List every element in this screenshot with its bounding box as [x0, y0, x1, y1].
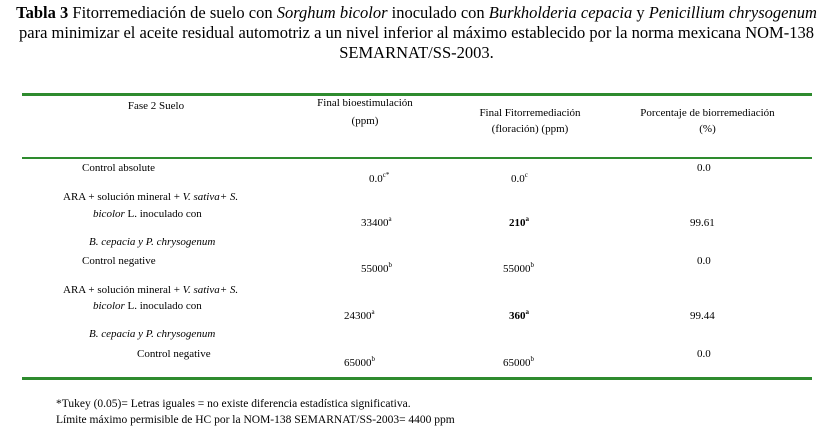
label-text: ARA + solución mineral + [63, 284, 183, 296]
significance-letter: c* [382, 171, 390, 179]
row-3-label: Control negative [82, 255, 156, 267]
footnote-limit: Límite máximo permisible de HC por la NOM-138 SEMARNAT/SS-2003= 4400 ppm [56, 414, 455, 426]
row-5-pct: 0.0 [697, 348, 711, 360]
row-4-bio [344, 309, 375, 324]
value: 65000 [344, 357, 372, 369]
caption-species: Sorghum bicolor [276, 3, 388, 22]
row-2-label-line-2 [93, 207, 202, 222]
label-text: L. inoculado con [124, 208, 202, 220]
significance-letter: a [525, 215, 529, 223]
caption-line-3: SEMARNAT/SS-2003. [339, 43, 494, 62]
table-bottom-rule [22, 377, 812, 380]
row-4-label-line-2 [93, 299, 202, 314]
label-species: V. sativa+ S. [182, 284, 239, 296]
label-text: L. inoculado con [124, 300, 202, 312]
row-1-pct: 0.0 [697, 162, 711, 174]
header-fitorremediacion [455, 106, 605, 137]
header-line: Final Fitorremediación [479, 107, 581, 119]
row-2-pct: 99.61 [690, 217, 715, 229]
row-3-bio [361, 262, 392, 277]
header-line: (floración) (ppm) [491, 123, 569, 135]
caption-species: Penicillium chrysogenum [648, 3, 817, 22]
row-4-pct: 99.44 [690, 310, 715, 322]
row-3-pct: 0.0 [697, 255, 711, 267]
header-bioestimulacion [290, 96, 440, 129]
significance-letter: b [371, 355, 375, 363]
value: 24300 [344, 310, 372, 322]
table-footnotes [56, 396, 455, 428]
row-4-fito [509, 309, 529, 324]
table-label: Tabla 3 [16, 3, 69, 22]
row-4-label-line-3: B. cepacia y P. chrysogenum [89, 328, 216, 340]
label-species: V. sativa+ S. [182, 191, 239, 203]
row-2-label-line-3: B. cepacia y P. chrysogenum [89, 236, 216, 248]
row-2-bio [361, 216, 392, 231]
header-line: (ppm) [351, 115, 379, 127]
table-header-rule [22, 157, 812, 159]
header-line: (%) [699, 123, 716, 135]
row-1-bio [369, 172, 389, 187]
row-3-fito [503, 262, 534, 277]
value: 0.0 [511, 173, 525, 185]
value: 65000 [503, 357, 531, 369]
value: 33400 [361, 217, 389, 229]
significance-letter: b [530, 261, 534, 269]
significance-letter: a [525, 308, 529, 316]
value: 210 [509, 217, 526, 229]
row-2-fito [509, 216, 529, 231]
row-5-label: Control negative [137, 348, 211, 360]
significance-letter: a [371, 308, 375, 316]
significance-letter: c [524, 171, 528, 179]
header-fase: Fase 2 Suelo [127, 100, 185, 112]
caption-text: y [632, 3, 649, 22]
row-2-label-line-1 [63, 190, 238, 205]
header-line: Final bioestimulación [317, 97, 413, 109]
row-1-fito [511, 172, 528, 187]
label-species: bicolor [93, 300, 125, 312]
header-line: Porcentaje de biorremediación [640, 107, 775, 119]
row-5-bio [344, 356, 375, 371]
value: 360 [509, 310, 526, 322]
caption-line-1 [0, 3, 833, 23]
footnote-tukey: *Tukey (0.05)= Letras iguales = no existe diferencia estadística significativa. [56, 398, 411, 410]
caption-text: Fitorremediación de suelo con [68, 3, 277, 22]
label-species: bicolor [93, 208, 125, 220]
significance-letter: b [530, 355, 534, 363]
caption-line-2: para minimizar el aceite residual automotriz a un nivel inferior al máximo establecido por la norma mexicana NOM-138 [19, 23, 814, 42]
significance-letter: a [388, 215, 392, 223]
row-1-label: Control absolute [82, 162, 156, 174]
significance-letter: b [388, 261, 392, 269]
caption-text: inoculado con [387, 3, 489, 22]
row-5-fito [503, 356, 534, 371]
label-text: ARA + solución mineral + [63, 191, 183, 203]
value: 0.0 [369, 173, 383, 185]
table-caption [0, 3, 833, 63]
header-porcentaje [625, 106, 790, 137]
value: 55000 [361, 263, 389, 275]
row-4-label-line-1 [63, 283, 238, 298]
value: 55000 [503, 263, 531, 275]
caption-species: Burkholderia cepacia [488, 3, 633, 22]
